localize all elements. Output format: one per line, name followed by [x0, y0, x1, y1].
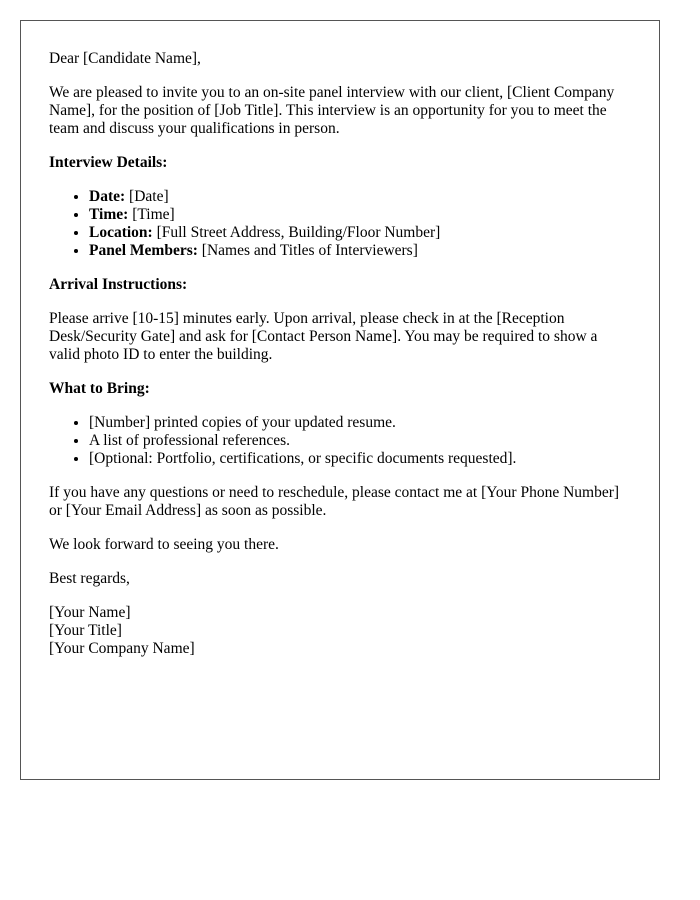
- signature-block: [49, 604, 631, 658]
- item-value: [Date]: [125, 188, 169, 205]
- what-to-bring-heading: What to Bring:: [49, 380, 150, 397]
- greeting: Dear [Candidate Name],: [49, 50, 201, 67]
- what-to-bring-list: [49, 414, 631, 468]
- signature-title: [Your Title]: [49, 622, 122, 639]
- arrival-instructions-heading: Arrival Instructions:: [49, 276, 188, 293]
- closing-line: We look forward to seeing you there.: [49, 536, 279, 553]
- item-label: Date:: [89, 188, 126, 205]
- list-item: • [Optional: Portfolio, certifications, or specific documents requested].: [89, 450, 631, 468]
- item-value: [Names and Titles of Interviewers]: [197, 242, 418, 259]
- interview-details-heading: Interview Details:: [49, 154, 168, 171]
- sign-off: Best regards,: [49, 570, 130, 587]
- item-label: Panel Members:: [89, 242, 198, 259]
- list-item: • [Number] printed copies of your updated resume.: [89, 414, 631, 432]
- arrival-instructions-text: Please arrive [10-15] minutes early. Upon arrival, please check in at the [Reception Desk/Security Gate] and ask for [Contact Person Name]. You may be required to show a valid photo ID to enter the building.: [49, 310, 598, 363]
- contact-paragraph: If you have any questions or need to reschedule, please contact me at [Your Phone Number] or [Your Email Address] as soon as possible.: [49, 484, 620, 519]
- item-value: [Time]: [128, 206, 175, 223]
- list-item: • A list of professional references.: [89, 432, 631, 450]
- list-item-time: [89, 206, 631, 224]
- signature-name: [Your Name]: [49, 604, 131, 621]
- interview-details-list: [49, 188, 631, 260]
- item-value: [Full Street Address, Building/Floor Number]: [152, 224, 441, 241]
- list-item-panel-members: [89, 242, 631, 260]
- list-item-location: [89, 224, 631, 242]
- item-label: Location:: [89, 224, 153, 241]
- list-item-date: [89, 188, 631, 206]
- letter-container: [20, 20, 660, 780]
- intro-paragraph: We are pleased to invite you to an on-site panel interview with our client, [Client Company Name], for the position of [Job Title]. This interview is an opportunity for you to meet the team and discuss your qualifications in person.: [49, 84, 615, 137]
- item-label: Time:: [89, 206, 129, 223]
- signature-company: [Your Company Name]: [49, 640, 195, 657]
